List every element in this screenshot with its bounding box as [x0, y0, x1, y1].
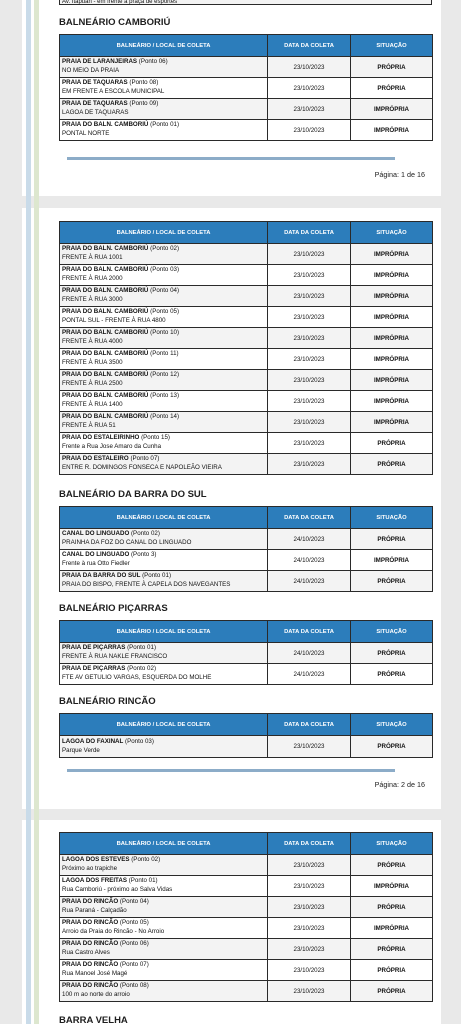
- table-row: [60, 307, 433, 328]
- point-label: (Ponto 13): [150, 392, 180, 400]
- location-cell: [60, 550, 268, 571]
- document-page-3: [22, 820, 441, 1024]
- location-cell: [60, 433, 268, 454]
- table-row: [60, 391, 433, 412]
- section-title-camboriu: BALNEÁRIO CAMBORIÚ: [59, 17, 171, 28]
- location-cell: [60, 412, 268, 433]
- status-proper: PRÓPRIA: [351, 454, 433, 475]
- beach-name: PRAIA DO ESTALEIRINHO: [62, 434, 140, 442]
- location-detail: Frente a Rua Jose Amaro da Cunha: [62, 443, 162, 450]
- collection-date: 23/10/2023: [268, 265, 351, 286]
- location-detail: Rua Manoel José Magé: [62, 970, 128, 977]
- location-detail: FRENTE À RUA NAKLE FRANCISCO: [62, 653, 168, 660]
- collection-date: 23/10/2023: [268, 855, 351, 876]
- location-cell: [60, 643, 268, 664]
- beach-name: CANAL DO LINGUADO: [62, 530, 130, 538]
- column-header-status: SITUAÇÃO: [351, 833, 433, 855]
- column-header-status: SITUAÇÃO: [351, 621, 433, 643]
- location-cell: [60, 391, 268, 412]
- column-header-location: BALNEÁRIO / LOCAL DE COLETA: [60, 714, 268, 736]
- collection-date: 23/10/2023: [268, 433, 351, 454]
- collection-date: 23/10/2023: [268, 57, 351, 78]
- location-cell: [60, 939, 268, 960]
- collection-date: 23/10/2023: [268, 918, 351, 939]
- beach-name: PRAIA DO BALN. CAMBORIÚ: [62, 329, 149, 337]
- location-detail: 100 m ao norte do arroio: [62, 991, 130, 998]
- location-detail: PRAIA DO BISPO, FRENTE À CAPELA DOS NAVEGANTES: [62, 581, 231, 588]
- table-header-row: [60, 621, 433, 643]
- results-table-picarras: [59, 620, 433, 685]
- status-improper: IMPRÓPRIA: [351, 550, 433, 571]
- collection-date: 23/10/2023: [268, 99, 351, 120]
- point-label: (Ponto 09): [129, 100, 159, 108]
- beach-name: PRAIA DA BARRA DO SUL: [62, 572, 141, 580]
- collection-date: 23/10/2023: [268, 78, 351, 99]
- location-detail: Rua Castro Alves: [62, 949, 110, 956]
- point-label: (Ponto 14): [150, 413, 180, 421]
- point-label: (Ponto 02): [150, 245, 180, 253]
- status-proper: PRÓPRIA: [351, 981, 433, 1002]
- point-label: (Ponto 01): [128, 877, 158, 885]
- blue-stripe: [26, 820, 31, 1024]
- collection-date: 23/10/2023: [268, 412, 351, 433]
- beach-name: PRAIA DO BALN. CAMBORIÚ: [62, 245, 149, 253]
- beach-name: LAGOA DOS FREITAS: [62, 877, 127, 885]
- point-label: (Ponto 01): [150, 121, 180, 129]
- column-header-date: DATA DA COLETA: [268, 833, 351, 855]
- point-label: (Ponto 10): [150, 329, 180, 337]
- point-label: (Ponto 04): [119, 898, 149, 906]
- green-stripe: [34, 820, 39, 1024]
- collection-date: 23/10/2023: [268, 736, 351, 758]
- location-cell: [60, 897, 268, 918]
- status-improper: IMPRÓPRIA: [351, 391, 433, 412]
- table-row: [60, 981, 433, 1002]
- location-detail: FTE AV GETULIO VARGAS, ESQUERDA DO MOLHE: [62, 674, 212, 681]
- page-divider-bar: [67, 769, 395, 772]
- green-stripe: [34, 208, 39, 809]
- green-stripe: [34, 0, 39, 196]
- table-row: [60, 349, 433, 370]
- table-row: [60, 855, 433, 876]
- column-header-status: SITUAÇÃO: [351, 35, 433, 57]
- collection-date: 23/10/2023: [268, 286, 351, 307]
- column-header-date: DATA DA COLETA: [268, 621, 351, 643]
- beach-name: PRAIA DO RINCÃO: [62, 982, 119, 990]
- table-header-row: [60, 714, 433, 736]
- status-proper: PRÓPRIA: [351, 960, 433, 981]
- point-label: (Ponto 15): [141, 434, 170, 442]
- column-header-status: SITUAÇÃO: [351, 714, 433, 736]
- table-row: [60, 736, 433, 758]
- location-cell: [60, 120, 268, 141]
- collection-date: 23/10/2023: [268, 939, 351, 960]
- point-label: (Ponto 02): [131, 856, 161, 864]
- point-label: (Ponto 07): [119, 961, 149, 969]
- point-label: (Ponto 01): [142, 572, 172, 580]
- beach-name: PRAIA DO RINCÃO: [62, 919, 119, 927]
- table-header-row: [60, 222, 433, 244]
- location-cell: [60, 244, 268, 265]
- beach-name: PRAIA DO BALN. CAMBORIÚ: [62, 371, 149, 379]
- point-label: (Ponto 03): [150, 266, 180, 274]
- location-cell: [60, 328, 268, 349]
- results-table-rincao: [59, 713, 433, 758]
- collection-date: 24/10/2023: [268, 550, 351, 571]
- results-table-camboriu-continued: [59, 221, 433, 475]
- collection-date: 24/10/2023: [268, 571, 351, 592]
- status-proper: PRÓPRIA: [351, 57, 433, 78]
- table-row: [60, 328, 433, 349]
- beach-name: LAGOA DOS ESTEVES: [62, 856, 130, 864]
- table-row: [60, 643, 433, 664]
- table-row: [60, 433, 433, 454]
- location-detail: PONTAL NORTE: [62, 130, 110, 137]
- collection-date: 23/10/2023: [268, 244, 351, 265]
- location-cell: [60, 370, 268, 391]
- table-row: [60, 529, 433, 550]
- status-improper: IMPRÓPRIA: [351, 307, 433, 328]
- location-detail: FRENTE À RUA 3500: [62, 359, 123, 366]
- beach-name: PRAIA DO RINCÃO: [62, 961, 119, 969]
- table-row: [60, 918, 433, 939]
- status-proper: PRÓPRIA: [351, 664, 433, 685]
- table-row: [60, 286, 433, 307]
- status-improper: IMPRÓPRIA: [351, 349, 433, 370]
- beach-name: PRAIA DO RINCÃO: [62, 940, 119, 948]
- beach-name: PRAIA DO BALN. CAMBORIÚ: [62, 350, 149, 358]
- table-row: [60, 265, 433, 286]
- location-cell: [60, 876, 268, 897]
- collection-date: 24/10/2023: [268, 529, 351, 550]
- column-header-date: DATA DA COLETA: [268, 507, 351, 529]
- beach-name: CANAL DO LINGUADO: [62, 551, 130, 559]
- location-detail: FRENTE À RUA 2500: [62, 380, 123, 387]
- collection-date: 23/10/2023: [268, 349, 351, 370]
- column-header-location: BALNEÁRIO / LOCAL DE COLETA: [60, 833, 268, 855]
- location-cell: [60, 960, 268, 981]
- location-detail: FRENTE À RUA 2000: [62, 275, 123, 282]
- column-header-date: DATA DA COLETA: [268, 714, 351, 736]
- beach-name: PRAIA DO BALN. CAMBORIÚ: [62, 308, 149, 316]
- point-label: (Ponto 01): [127, 644, 157, 652]
- beach-name: PRAIA DE PIÇARRAS: [62, 644, 126, 652]
- blue-stripe: [26, 208, 31, 809]
- beach-name: PRAIA DE PIÇARRAS: [62, 665, 126, 673]
- beach-name: PRAIA DO BALN. CAMBORIÚ: [62, 287, 149, 295]
- point-label: (Ponto 04): [150, 287, 180, 295]
- location-cell: [60, 78, 268, 99]
- status-proper: PRÓPRIA: [351, 855, 433, 876]
- status-improper: IMPRÓPRIA: [351, 265, 433, 286]
- location-cell: [60, 349, 268, 370]
- status-improper: IMPRÓPRIA: [351, 120, 433, 141]
- status-proper: PRÓPRIA: [351, 736, 433, 758]
- status-proper: PRÓPRIA: [351, 897, 433, 918]
- status-proper: PRÓPRIA: [351, 529, 433, 550]
- table-row: [60, 939, 433, 960]
- beach-name: PRAIA DE TAQUARAS: [62, 79, 128, 87]
- status-improper: IMPRÓPRIA: [351, 328, 433, 349]
- results-table-barra-do-sul: [59, 506, 433, 592]
- beach-name: PRAIA DO BALN. CAMBORIÚ: [62, 413, 149, 421]
- collection-date: 23/10/2023: [268, 120, 351, 141]
- column-header-status: SITUAÇÃO: [351, 222, 433, 244]
- document-page-1: [22, 0, 441, 196]
- table-row: [60, 960, 433, 981]
- section-title-barra-do-sul: BALNEÁRIO DA BARRA DO SUL: [59, 489, 207, 500]
- point-label: (Ponto 02): [127, 665, 157, 673]
- section-title-rincao: BALNEÁRIO RINCÃO: [59, 696, 156, 707]
- status-proper: PRÓPRIA: [351, 643, 433, 664]
- table-row: [60, 78, 433, 99]
- table-header-row: [60, 507, 433, 529]
- location-detail: Rua Camboriú - próximo ao Salva Vidas: [62, 886, 173, 893]
- location-detail: FRENTE À RUA 4000: [62, 338, 123, 345]
- location-cell: [60, 454, 268, 475]
- document-page-2: [22, 208, 441, 809]
- status-proper: PRÓPRIA: [351, 571, 433, 592]
- column-header-location: BALNEÁRIO / LOCAL DE COLETA: [60, 222, 268, 244]
- location-detail: Rua Paraná - Calçadão: [62, 907, 127, 914]
- page-number: Página: 2 de 16: [374, 780, 425, 789]
- point-label: (Ponto 3): [131, 551, 157, 559]
- location-cell: [60, 664, 268, 685]
- status-improper: IMPRÓPRIA: [351, 244, 433, 265]
- point-label: (Ponto 03): [125, 737, 154, 745]
- status-improper: IMPRÓPRIA: [351, 370, 433, 391]
- column-header-location: BALNEÁRIO / LOCAL DE COLETA: [60, 621, 268, 643]
- location-cell: [60, 99, 268, 120]
- beach-name: PRAIA DO BALN. CAMBORIÚ: [62, 121, 149, 129]
- collection-date: 23/10/2023: [268, 960, 351, 981]
- point-label: (Ponto 02): [131, 530, 160, 538]
- table-row: [60, 664, 433, 685]
- table-row: [60, 370, 433, 391]
- location-cell: [60, 265, 268, 286]
- column-header-date: DATA DA COLETA: [268, 222, 351, 244]
- previous-table-row-fragment: Av. Itapuan - em frente à praça de esportes: [59, 0, 432, 5]
- point-label: (Ponto 05): [119, 919, 149, 927]
- point-label: (Ponto 07): [130, 455, 160, 463]
- page-divider-bar: [67, 157, 395, 160]
- blue-stripe: [26, 0, 31, 196]
- beach-name: PRAIA DO BALN. CAMBORIÚ: [62, 392, 149, 400]
- point-label: (Ponto 06): [119, 940, 149, 948]
- table-row: [60, 876, 433, 897]
- location-cell: [60, 57, 268, 78]
- status-improper: IMPRÓPRIA: [351, 918, 433, 939]
- table-row: [60, 897, 433, 918]
- section-title-barra-velha: BARRA VELHA: [59, 1015, 128, 1024]
- status-improper: IMPRÓPRIA: [351, 99, 433, 120]
- beach-name: LAGOA DO FAXINAL: [62, 737, 124, 745]
- status-proper: PRÓPRIA: [351, 433, 433, 454]
- collection-date: 23/10/2023: [268, 897, 351, 918]
- column-header-date: DATA DA COLETA: [268, 35, 351, 57]
- location-detail: PRAINHA DA FOZ DO CANAL DO LINGUADO: [62, 539, 192, 546]
- status-improper: IMPRÓPRIA: [351, 876, 433, 897]
- collection-date: 23/10/2023: [268, 876, 351, 897]
- beach-name: PRAIA DO BALN. CAMBORIÚ: [62, 266, 149, 274]
- location-cell: [60, 307, 268, 328]
- location-detail: FRENTE À RUA 51: [62, 422, 116, 429]
- location-cell: [60, 571, 268, 592]
- collection-date: 24/10/2023: [268, 664, 351, 685]
- location-cell: [60, 529, 268, 550]
- location-cell: [60, 855, 268, 876]
- table-header-row: [60, 35, 433, 57]
- column-header-location: BALNEÁRIO / LOCAL DE COLETA: [60, 35, 268, 57]
- collection-date: 23/10/2023: [268, 307, 351, 328]
- location-cell: [60, 918, 268, 939]
- location-detail: Arroio da Praia do Rincão - No Arroio: [62, 928, 165, 935]
- table-row: [60, 412, 433, 433]
- point-label: (Ponto 08): [129, 79, 159, 87]
- page-number: Página: 1 de 16: [374, 170, 425, 179]
- table-row: [60, 571, 433, 592]
- results-table-rincao-continued: [59, 832, 433, 1002]
- location-cell: [60, 981, 268, 1002]
- collection-date: 23/10/2023: [268, 328, 351, 349]
- location-detail: PONTAL SUL - FRENTE À RUA 4800: [62, 317, 166, 324]
- status-proper: PRÓPRIA: [351, 78, 433, 99]
- status-proper: PRÓPRIA: [351, 939, 433, 960]
- column-header-status: SITUAÇÃO: [351, 507, 433, 529]
- section-title-picarras: BALNEÁRIO PIÇARRAS: [59, 603, 168, 614]
- collection-date: 23/10/2023: [268, 454, 351, 475]
- collection-date: 23/10/2023: [268, 981, 351, 1002]
- beach-name: PRAIA DE LARANJEIRAS: [62, 58, 138, 66]
- table-row: [60, 99, 433, 120]
- table-row: [60, 57, 433, 78]
- point-label: (Ponto 05): [150, 308, 180, 316]
- beach-name: PRAIA DO ESTALEIRO: [62, 455, 129, 463]
- collection-date: 24/10/2023: [268, 643, 351, 664]
- location-detail: NO MEIO DA PRAIA: [62, 67, 120, 74]
- location-detail: ENTRE R. DOMINGOS FONSECA E NAPOLEÃO VIEIRA: [62, 464, 222, 471]
- point-label: (Ponto 06): [138, 58, 168, 66]
- location-cell: [60, 286, 268, 307]
- point-label: (Ponto 12): [150, 371, 180, 379]
- location-cell: [60, 736, 268, 758]
- location-detail: FRENTE À RUA 1400: [62, 401, 123, 408]
- location-detail: Frente à rua Otto Fiedler: [62, 560, 130, 567]
- status-improper: IMPRÓPRIA: [351, 412, 433, 433]
- table-row: [60, 244, 433, 265]
- table-header-row: [60, 833, 433, 855]
- location-detail: LAGOA DE TAQUARAS: [62, 109, 129, 116]
- collection-date: 23/10/2023: [268, 391, 351, 412]
- location-detail: Próximo ao trapiche: [62, 865, 118, 872]
- table-row: [60, 120, 433, 141]
- table-row: [60, 454, 433, 475]
- location-detail: EM FRENTE A ESCOLA MUNICIPAL: [62, 88, 165, 95]
- collection-date: 23/10/2023: [268, 370, 351, 391]
- point-label: (Ponto 11): [150, 350, 179, 358]
- beach-name: PRAIA DO RINCÃO: [62, 898, 119, 906]
- column-header-location: BALNEÁRIO / LOCAL DE COLETA: [60, 507, 268, 529]
- point-label: (Ponto 08): [119, 982, 149, 990]
- location-detail: Parque Verde: [62, 746, 100, 754]
- location-detail: FRENTE À RUA 3000: [62, 296, 123, 303]
- beach-name: PRAIA DE TAQUARAS: [62, 100, 128, 108]
- table-row: [60, 550, 433, 571]
- location-detail: FRENTE À RUA 1001: [62, 254, 123, 261]
- status-improper: IMPRÓPRIA: [351, 286, 433, 307]
- results-table-camboriu: [59, 34, 433, 141]
